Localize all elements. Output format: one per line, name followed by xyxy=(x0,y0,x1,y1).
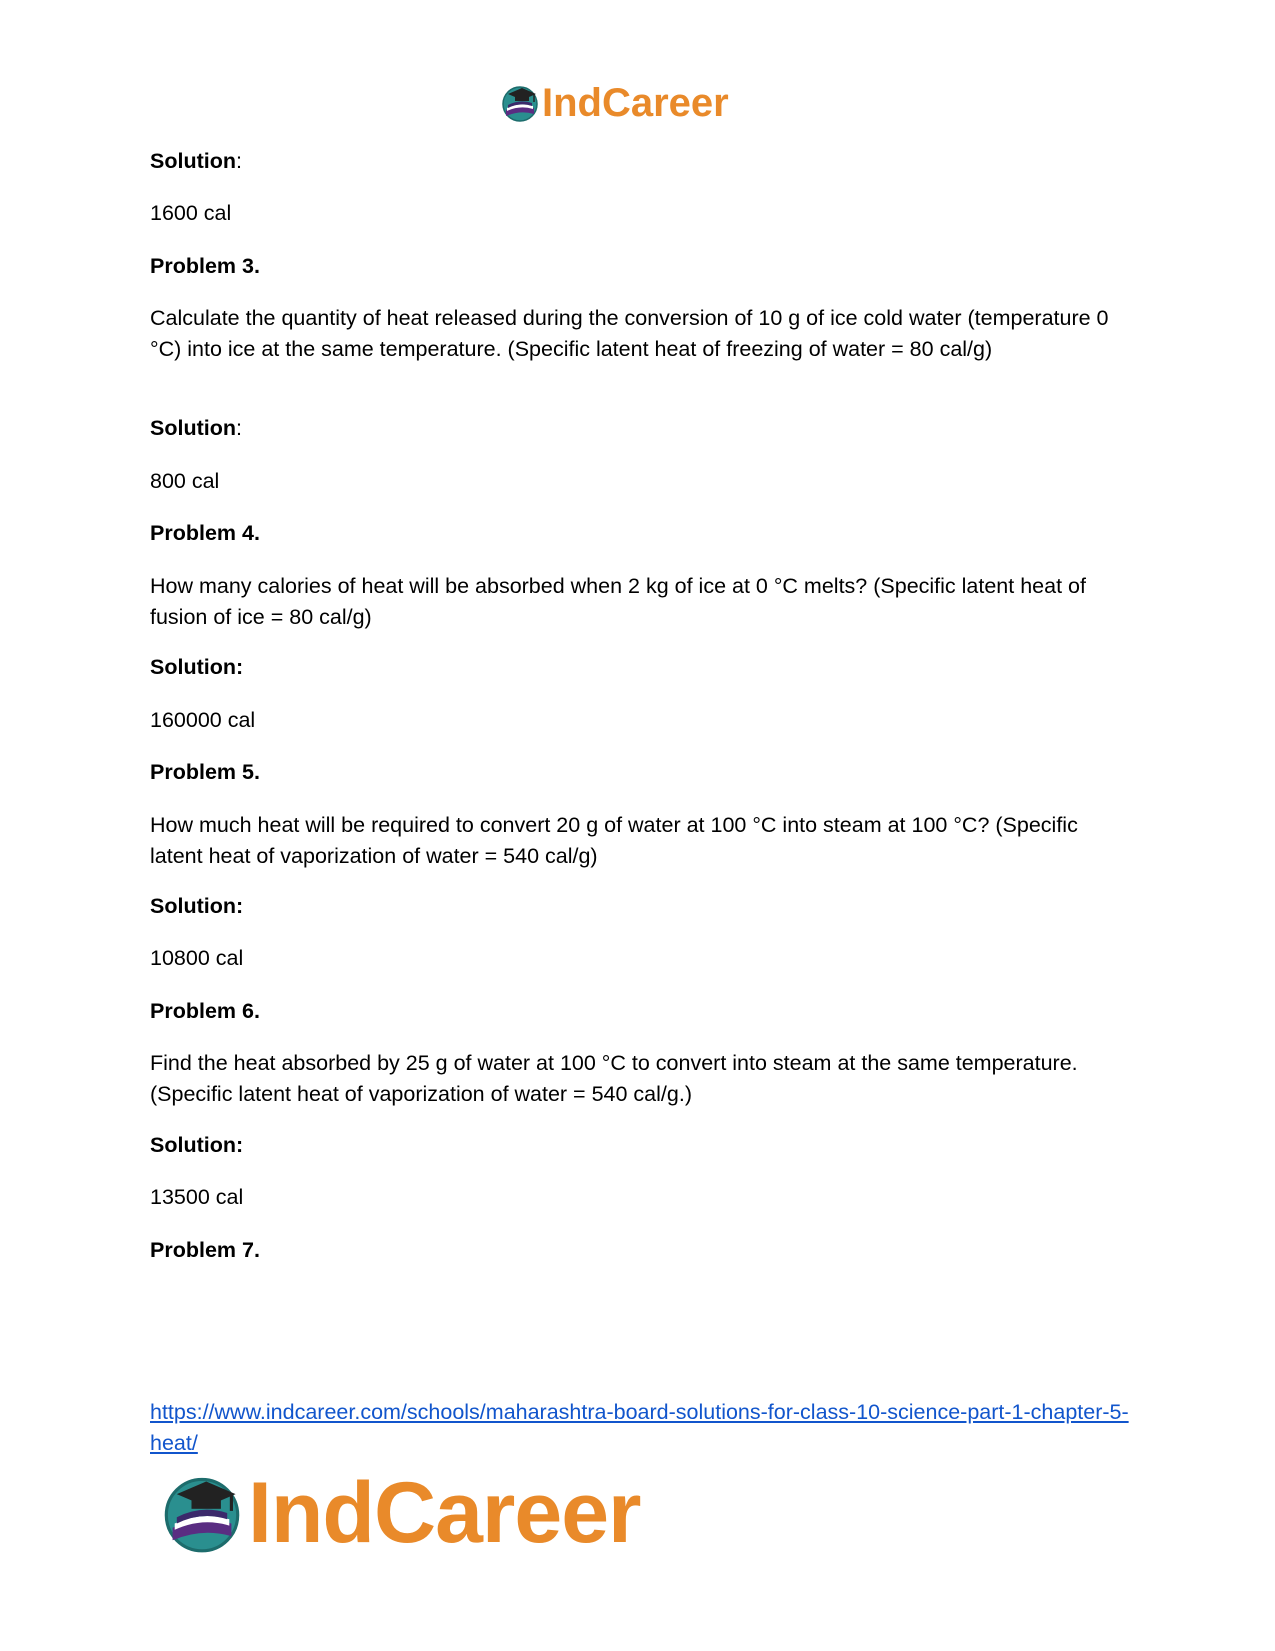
problem-text: Calculate the quantity of heat released during the conversion of 10 g of ice cold water (temperature 0 °C) into ice at the same temperature. (Specific latent heat of freezing of water = 80 cal/g) xyxy=(150,306,1109,361)
problem-heading: Problem 4. xyxy=(150,521,260,545)
solution-label: Solution: xyxy=(150,655,244,679)
header-logo-text: IndCareer xyxy=(542,81,729,125)
problem-heading: Problem 5. xyxy=(150,760,260,784)
solution-answer: 10800 cal xyxy=(150,946,244,970)
header-logo xyxy=(500,80,770,126)
solution-label: Solution: xyxy=(150,1133,244,1157)
problem-heading: Problem 7. xyxy=(150,1238,260,1262)
solution-label: Solution: xyxy=(150,149,242,173)
solution-answer: 13500 cal xyxy=(150,1185,244,1209)
source-url-link[interactable]: https://www.indcareer.com/schools/maharashtra-board-solutions-for-class-10-science-part-1-chapter-5-heat/ xyxy=(150,1400,1129,1455)
solution-answer: 1600 cal xyxy=(150,201,232,225)
problem-text: How much heat will be required to convert 20 g of water at 100 °C into steam at 100 °C? (Specific latent heat of vaporization of water = 540 cal/g) xyxy=(150,813,1078,868)
solution-answer: 800 cal xyxy=(150,469,220,493)
solution-label: Solution: xyxy=(150,416,242,440)
graduation-cap-book-globe-icon xyxy=(160,1471,244,1555)
problem-heading: Problem 3. xyxy=(150,254,260,278)
solution-answer: 160000 cal xyxy=(150,708,256,732)
graduation-cap-book-globe-icon xyxy=(500,83,540,123)
solution-label: Solution: xyxy=(150,894,244,918)
problem-text: How many calories of heat will be absorbed when 2 kg of ice at 0 °C melts? (Specific latent heat of fusion of ice = 80 cal/g) xyxy=(150,574,1086,629)
problem-text: Find the heat absorbed by 25 g of water at 100 °C to convert into steam at the same temperature. (Specific latent heat of vaporization of water = 540 cal/g.) xyxy=(150,1051,1078,1106)
footer-logo-text: IndCareer xyxy=(248,1465,641,1561)
footer-logo xyxy=(160,1465,700,1561)
problem-heading: Problem 6. xyxy=(150,999,260,1023)
